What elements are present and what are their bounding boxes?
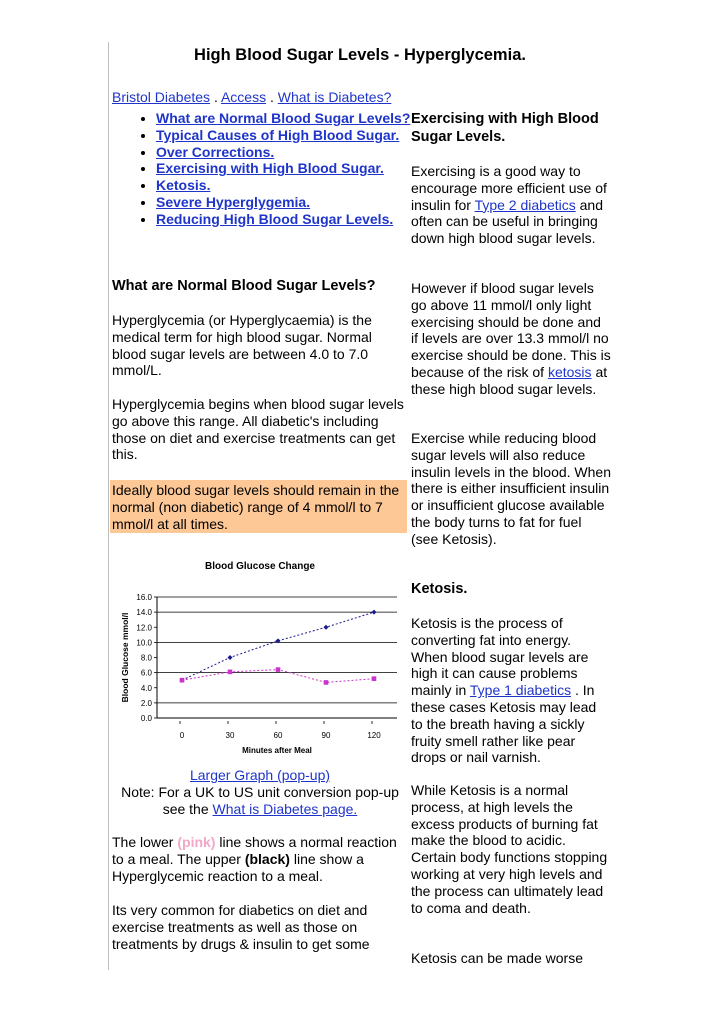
y-tick-label: 8.0: [140, 653, 152, 663]
left-section-heading-wrap: [112, 277, 408, 295]
left-paragraph-4-wrap: [112, 902, 408, 952]
type-2-diabetics-link[interactable]: Type 2 diabetics: [474, 196, 576, 213]
paragraph-insulin-fuel: Exercise while reducing blood sugar levels will also reduce insulin levels in the blood. When there is either insufficient insulin or insufficient glucose available the body turns to fat for fuel (see Ketosis).: [411, 430, 612, 547]
y-axis-label: Blood Glucose mmol/l: [120, 612, 130, 703]
x-axis-label: Minutes after Meal: [242, 746, 312, 755]
ketosis-text-a: Ketosis is the process of converting fat into energy. When blood sugar levels are high it can cause problems mainly in: [411, 615, 589, 699]
explanation-text-a: The lower: [112, 834, 174, 850]
left-paragraph-2-wrap: [112, 396, 408, 463]
toc-link-typical-causes[interactable]: Typical Causes of High Blood Sugar.: [156, 126, 400, 143]
right-paragraph-5-wrap: [411, 782, 611, 916]
toc-link-over-corrections[interactable]: Over Corrections.: [156, 143, 275, 160]
right-heading-1-wrap: [411, 110, 611, 146]
y-tick-label: 10.0: [136, 638, 152, 648]
explanation-text-c: line show a Hyperglycemic reaction to a meal.: [112, 850, 364, 884]
toc-link-exercising[interactable]: Exercising with High Blood Sugar.: [156, 160, 384, 177]
y-tick-label: 12.0: [136, 623, 152, 633]
data-point-normal: [180, 678, 185, 683]
breadcrumb: [112, 89, 391, 105]
unit-note-text: Note: For a UK to US unit conversion pop-up see the: [121, 784, 399, 817]
x-tick-label: 90: [321, 731, 331, 740]
type-1-diabetics-link[interactable]: Type 1 diabetics: [469, 682, 572, 699]
right-paragraph-4: [411, 615, 611, 766]
x-tick-label: 60: [273, 731, 283, 740]
x-tick-label: 0: [179, 731, 185, 740]
data-point-normal: [324, 680, 329, 685]
exercise-text-a: Exercising is a good way to encourage more efficient use of insulin for: [411, 163, 607, 213]
toc-link-normal-levels[interactable]: What are Normal Blood Sugar Levels?: [156, 110, 411, 126]
black-label: (black): [244, 850, 290, 867]
paragraph-common: Its very common for diabetics on diet and exercise treatments as well as those on treatments by drugs & insulin to get some: [112, 902, 370, 952]
toc-item: [156, 144, 456, 161]
what-is-diabetes-page-link[interactable]: What is Diabetes page.: [212, 800, 358, 817]
larger-graph-link[interactable]: Larger Graph (pop-up): [189, 767, 331, 783]
highlight-text: Ideally blood sugar levels should remain in the normal (non diabetic) range of 4 mmol/l to 7 mmol/l at all times.: [112, 482, 400, 532]
data-point-hyperglycemic: [324, 625, 329, 630]
paragraph-ketosis-worse: Ketosis can be made worse: [411, 950, 583, 966]
left-paragraph-1-wrap: [112, 312, 408, 379]
right-paragraph-1: [411, 163, 611, 247]
explanation-text-b: line shows a normal reaction to a meal. The upper: [112, 834, 397, 867]
toc-link-severe-hyperglygemia[interactable]: Severe Hyperglygemia.: [156, 193, 311, 210]
breadcrumb-separator: .: [213, 89, 218, 105]
section-heading-normal-levels: What are Normal Blood Sugar Levels?: [112, 278, 376, 294]
data-point-normal: [276, 667, 281, 672]
ketosis-link[interactable]: ketosis: [547, 363, 592, 380]
y-tick-label: 6.0: [140, 668, 152, 678]
toc-link-ketosis[interactable]: Ketosis.: [156, 177, 211, 194]
data-point-normal: [372, 676, 377, 681]
data-point-hyperglycemic: [228, 655, 233, 660]
right-paragraph-6-wrap: [411, 950, 611, 967]
toc-link-reducing-levels[interactable]: Reducing High Blood Sugar Levels.: [156, 210, 394, 227]
paragraph-definition: Hyperglycemia (or Hyperglycaemia) is the medical term for high blood sugar. Normal blood sugar levels are between 4.0 to 7.0 mmol/L.: [112, 312, 372, 379]
y-tick-label: 16.0: [136, 593, 152, 602]
data-point-normal: [228, 670, 233, 675]
breadcrumb-access[interactable]: Access: [220, 89, 267, 105]
breadcrumb-bristol-diabetes[interactable]: Bristol Diabetes: [112, 89, 211, 105]
x-tick-label: 120: [367, 731, 381, 740]
page-title: High Blood Sugar Levels - Hyperglycemia.: [194, 46, 526, 64]
ketosis-text-b: . In these cases Ketosis may lead to the breath having a sickly fruity smell rather like pear drops or nail varnish.: [411, 682, 597, 766]
graph-link-wrap: [112, 767, 408, 784]
x-tick-label: 30: [225, 731, 235, 740]
section-heading-exercising: Exercising with High Blood Sugar Levels.: [411, 111, 599, 145]
paragraph-ketosis-acidic: While Ketosis is a normal process, at high levels the excess products of burning fat make the blood to acidic. Certain body functions stopping working at very high levels and the process can ultimately lead to coma and death.: [411, 782, 608, 916]
pink-label: (pink): [177, 834, 216, 850]
limits-text-b: at these high blood sugar levels.: [411, 363, 608, 397]
right-heading-2-wrap: [411, 580, 611, 598]
chart-explanation: [112, 834, 408, 884]
data-point-hyperglycemic: [372, 610, 377, 615]
limits-text-a: However if blood sugar levels go above 11 mmol/l only light exercising should be done and if levels are over 13.3 mmol/l no exercise should be done. This is because of the risk of: [411, 280, 611, 380]
exercise-text-b: and often can be useful in bringing down high blood sugar levels.: [411, 196, 603, 247]
section-heading-ketosis: Ketosis.: [411, 581, 468, 597]
y-tick-label: 14.0: [136, 608, 152, 618]
table-of-contents: [112, 110, 456, 228]
left-border: [108, 42, 109, 970]
y-tick-label: 4.0: [140, 683, 152, 693]
blood-glucose-chart: [112, 552, 407, 762]
unit-note: [112, 784, 408, 818]
right-paragraph-3-wrap: [411, 430, 611, 548]
right-paragraph-2: [411, 280, 611, 398]
y-tick-label: 2.0: [140, 698, 152, 708]
breadcrumb-what-is-diabetes[interactable]: What is Diabetes?: [277, 89, 392, 105]
paragraph-begins: Hyperglycemia begins when blood sugar levels go above this range. All diabetic's including those on diet and exercise treatments can get this.: [112, 396, 404, 463]
y-tick-label: 0.0: [140, 714, 152, 723]
chart-title: Blood Glucose Change: [204, 561, 316, 572]
breadcrumb-separator: .: [269, 89, 274, 105]
